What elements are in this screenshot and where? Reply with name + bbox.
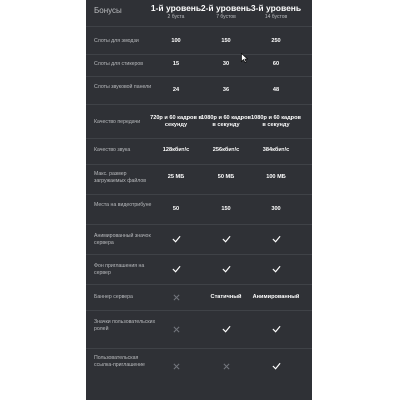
value-level-2: Статичный — [210, 294, 242, 300]
level-3-header — [250, 3, 302, 20]
value-level-3: 60 — [272, 61, 280, 67]
cross-icon — [150, 326, 202, 333]
table-row-stream-quality — [86, 104, 312, 139]
row-label: Анимированный значок сервера — [94, 233, 151, 246]
value-level-1: 128кбит/с — [162, 147, 190, 153]
bonuses-title: Бонусы — [94, 6, 122, 15]
table-row-emoji-slots — [86, 26, 312, 55]
mouse-pointer-icon — [241, 53, 248, 63]
row-label: Места на видеотрибуне — [94, 202, 152, 208]
table-row-upload-size — [86, 164, 312, 195]
check-icon — [200, 235, 252, 243]
table-row-custom-invite-link — [86, 348, 312, 400]
value-level-3: 1080p и 60 кадров в секунду — [251, 115, 301, 128]
value-level-1: 50 — [172, 206, 180, 212]
level-2-header — [200, 3, 252, 20]
value-level-1: 24 — [172, 87, 180, 93]
level-1-header — [150, 3, 202, 20]
check-icon — [250, 362, 302, 370]
value-level-3: 250 — [271, 38, 281, 44]
cross-icon — [150, 363, 202, 370]
value-level-2: 150 — [221, 38, 231, 44]
value-level-2: 150 — [221, 206, 231, 212]
table-row-animated-server-icon — [86, 224, 312, 255]
value-level-2: 36 — [222, 87, 230, 93]
level-3-boosts: 14 бустов — [264, 14, 288, 20]
value-level-1: 25 МБ — [167, 174, 185, 180]
row-label: Слоты звуковой панели — [94, 84, 152, 90]
row-label: Фон приглашения на сервер — [94, 263, 145, 276]
table-header — [86, 0, 312, 26]
boost-levels-table — [86, 0, 312, 400]
check-icon — [200, 265, 252, 273]
cross-icon — [150, 294, 202, 301]
table-row-sticker-slots — [86, 54, 312, 77]
check-icon — [250, 235, 302, 243]
check-icon — [150, 265, 202, 273]
value-level-2: 256кбит/с — [212, 147, 240, 153]
row-label: Пользовательская ссылка-приглашение — [94, 355, 145, 368]
table-row-invite-background — [86, 254, 312, 285]
cross-icon — [200, 363, 252, 370]
value-level-1: 15 — [172, 61, 180, 67]
table-row-server-banner — [86, 284, 312, 311]
value-level-3: Анимированный — [252, 294, 300, 300]
row-label: Макс. размер загружаемых файлов — [94, 171, 146, 184]
level-2-boosts: 7 бустов — [216, 14, 236, 20]
value-level-1: 720p и 60 кадров в секунду — [150, 115, 202, 128]
row-label: Значки пользовательских ролей — [94, 319, 156, 332]
value-level-3: 300 — [271, 206, 281, 212]
value-level-3: 48 — [272, 87, 280, 93]
check-icon — [250, 325, 302, 333]
row-label: Слоты для эмодзи — [94, 38, 139, 44]
row-label: Слоты для стикеров — [94, 61, 144, 67]
level-2-name: 2-й уровень — [200, 3, 252, 13]
value-level-2: 50 МБ — [217, 174, 235, 180]
row-label: Качество звука — [94, 147, 131, 153]
level-1-name: 1-й уровень — [150, 3, 202, 13]
value-level-2: 1080p и 60 кадров в секунду — [201, 115, 251, 128]
table-row-video-stage-seats — [86, 194, 312, 225]
row-label: Качество передачи — [94, 119, 141, 125]
level-3-name: 3-й уровень — [250, 3, 302, 13]
value-level-3: 384кбит/с — [262, 147, 290, 153]
table-row-role-icons — [86, 310, 312, 349]
value-level-3: 100 МБ — [266, 174, 286, 180]
table-row-audio-quality — [86, 138, 312, 165]
check-icon — [200, 325, 252, 333]
value-level-1: 100 — [171, 38, 181, 44]
table-row-soundboard-slots — [86, 76, 312, 105]
check-icon — [250, 265, 302, 273]
row-label: Баннер сервера — [94, 294, 133, 300]
level-1-boosts: 2 буста — [167, 14, 185, 20]
value-level-2: 30 — [222, 61, 230, 67]
check-icon — [150, 235, 202, 243]
